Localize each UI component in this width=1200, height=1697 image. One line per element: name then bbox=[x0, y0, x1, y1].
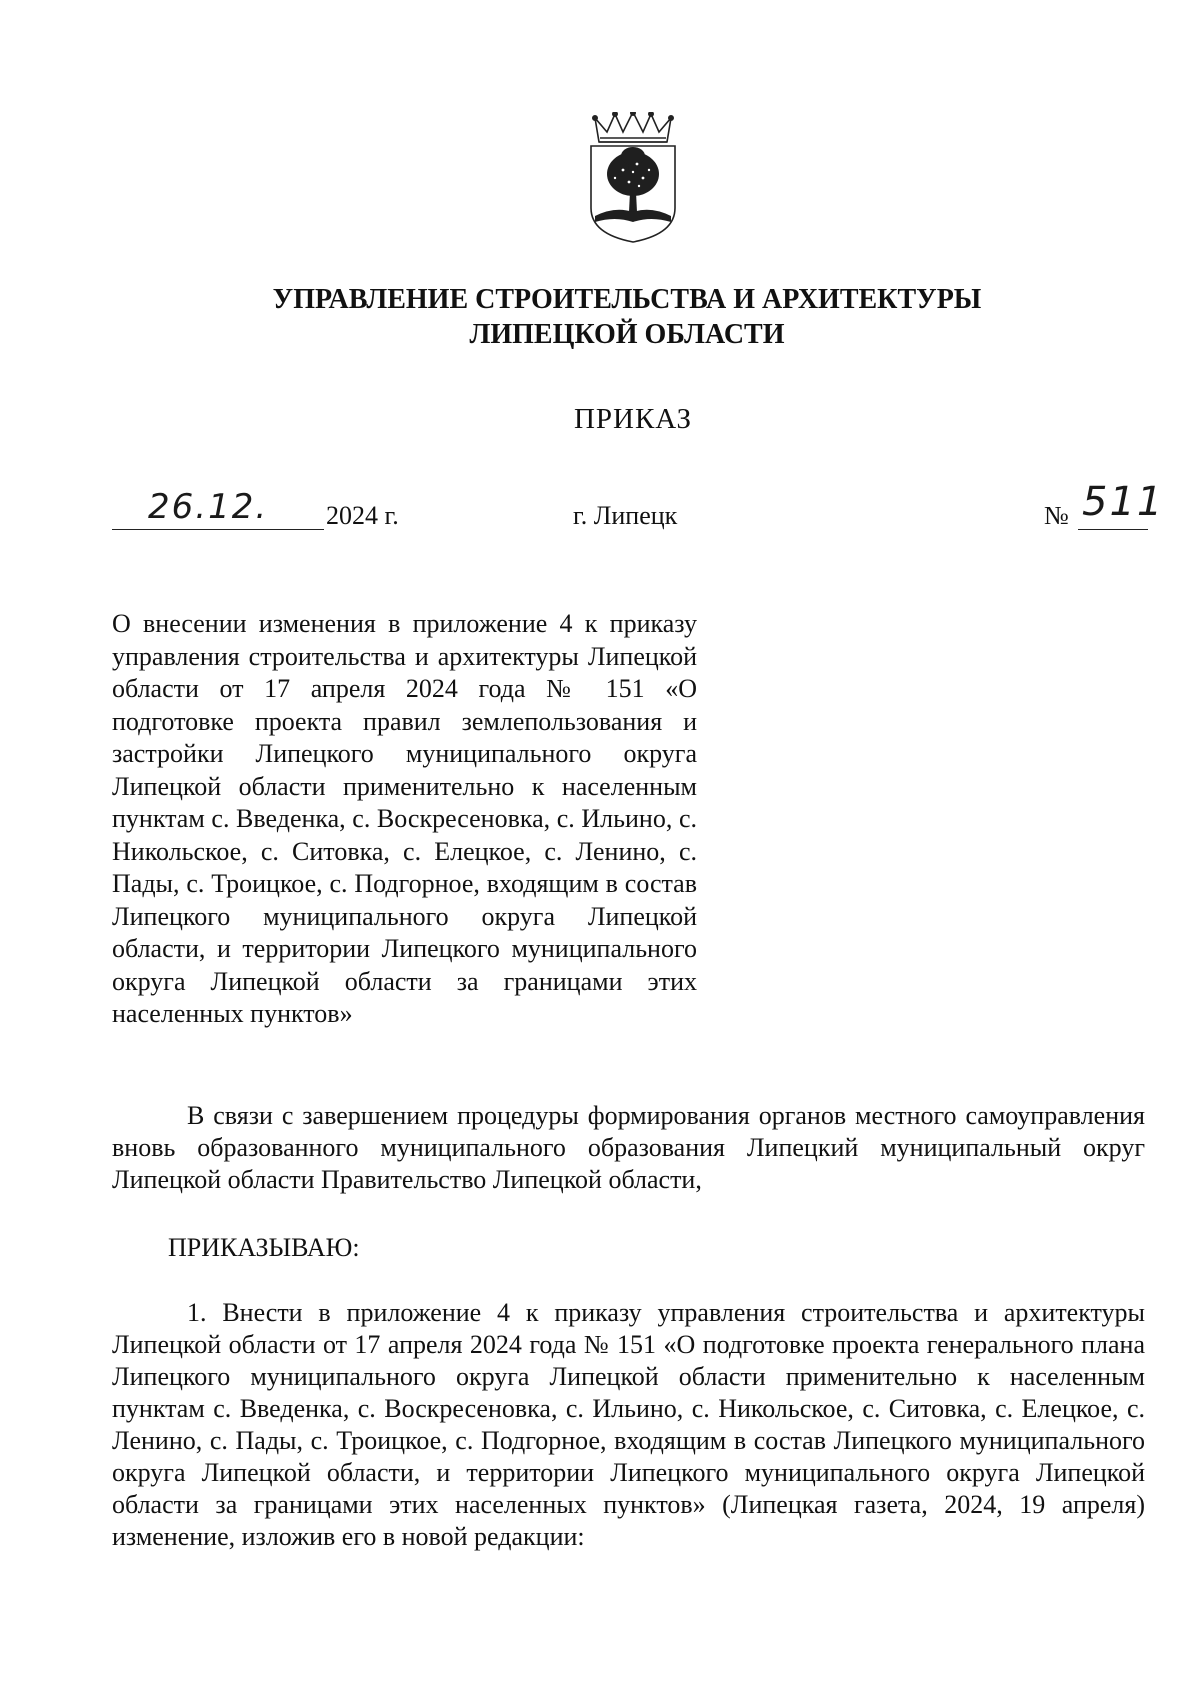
handwritten-number: 511 bbox=[1082, 479, 1165, 525]
document-subject: О внесении изменения в приложение 4 к приказу управления строительства и архитектуры Липецкой области от 17 апреля 2024 года № 151 «О подготовке проекта правил землепользования и застройки Липецкого муниципального округа Липецкой области применительно к населенным пунктам с. Введенка, с. Воскресеновка, с. Ильино, с. Никольское, с. Ситовка, с. Елецкое, с. Ленино, с. Пады, с. Троицкое, с. Подгорное, входящим в состав Липецкого муниципального округа Липецкой области, и территории Липецкого муниципального округа Липецкой области за границами этих населенных пунктов» bbox=[112, 609, 697, 1028]
number-label: № bbox=[1044, 501, 1069, 530]
document-city: г. Липецк bbox=[573, 501, 678, 530]
organization-name bbox=[0, 282, 1200, 352]
document-year: 2024 г. bbox=[326, 501, 399, 530]
handwritten-date: 26.12. bbox=[148, 487, 269, 527]
date-underline bbox=[112, 529, 324, 530]
document-type-label: ПРИКАЗ bbox=[573, 403, 693, 435]
date-row bbox=[0, 479, 1200, 539]
organization-line-2: ЛИПЕЦКОЙ ОБЛАСТИ bbox=[469, 319, 785, 350]
order-item-1: 1. Внести в приложение 4 к приказу управления строительства и архитектуры Липецкой области от 17 апреля 2024 года № 151 «О подготовке проекта генерального плана Липецкого муниципального округа Липецкой области применительно к населенным пунктам с. Введенка, с. Воскресеновка, с. Ильино, с. Никольское, с. Ситовка, с. Елецкое, с. Ленино, с. Пады, с. Троицкое, с. Подгорное, входящим в состав Липецкого муниципального округа Липецкой области, и территории Липецкого муниципального округа Липецкой области за границами этих населенных пунктов» (Липецкая газета, 2024, 19 апреля) изменение, изложив его в новой редакции: bbox=[112, 1298, 1145, 1551]
document-type bbox=[0, 403, 1200, 436]
organization-line-1: УПРАВЛЕНИЕ СТРОИТЕЛЬСТВА И АРХИТЕКТУРЫ bbox=[272, 284, 982, 315]
order-heading: ПРИКАЗЫВАЮ: bbox=[168, 1233, 360, 1262]
number-underline bbox=[1078, 529, 1148, 530]
coat-of-arms-icon bbox=[585, 112, 681, 244]
preamble-paragraph: В связи с завершением процедуры формирования органов местного самоуправления вновь образованного муниципального образования Липецкий муниципальный округ Липецкой области Правительство Липецкой области, bbox=[112, 1101, 1145, 1194]
